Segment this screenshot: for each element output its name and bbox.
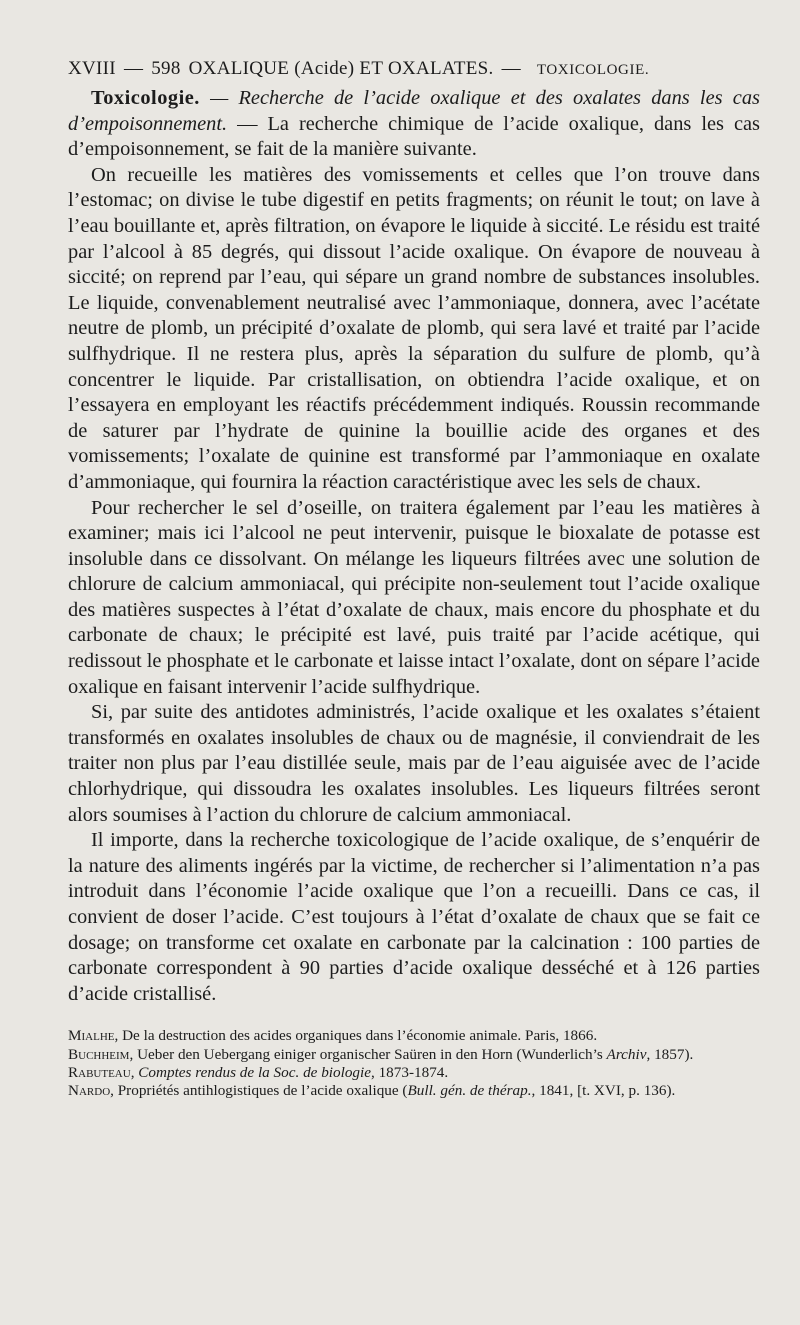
paragraph: Si, par suite des antidotes administrés, l’acide oxalique et les oxalates s’étaient transformés en oxalates insolubles de chaux ou de magnésie, il conviendrait de les traiter non plus par l’eau distillée seule, mais par de l’eau aiguisée avec de l’acide chlorhydrique, qui dissoudra les oxalates insolubles. Les liqueurs filtrées seront alors soumises à l’action du chlorure de calcium ammoniacal. xyxy=(68,701,760,826)
reference-author: Buchheim xyxy=(68,1045,130,1063)
reference-tail: , 1841, [t. XVI, p. 136). xyxy=(531,1081,676,1099)
section-lead: — La recherche chimique de l’acide oxalique, dans les cas d’empoisonnement, se fait de la manière suivante. xyxy=(68,112,760,161)
running-head xyxy=(68,58,760,80)
reference-text: , Ueber den Uebergang einiger organischer Saüren in den Horn (Wunderlich’s xyxy=(129,1045,607,1063)
reference-journal: Archiv xyxy=(606,1045,647,1063)
volume-number: XVIII xyxy=(68,58,116,79)
section-heading: Toxicologie. xyxy=(91,87,200,109)
reference-text: , Propriétés antihlogistiques de l’acide oxalique ( xyxy=(110,1081,408,1099)
paragraph: Il importe, dans la recherche toxicologique de l’acide oxalique, de s’enquérir de la nature des aliments ingérés par la victime, de rechercher si l’alimentation n’a pas introduit dans l’économie l’acide oxalique que l’on a recueilli. Dans ce cas, il convient de doser l’acide. C’est toujours à l’état d’oxalate de chaux que se fait ce dosage; on transforme cet oxalate en carbonate par la calcination : 100 parties de carbonate correspondent à 90 parties d’acide oxalique desséché et à 126 parties d’acide cristallisé. xyxy=(68,829,760,1005)
paragraph: Pour rechercher le sel d’oseille, on traitera également par l’eau les matières à examiner; mais ici l’alcool ne peut intervenir, puisque le bioxalate de potasse est insoluble dans ce dissolvant. On mélange les liqueurs filtrées avec une solution de chlorure de calcium ammoniacal, qui précipite non-seulement tout l’acide oxalique des matières suspectes à l’état d’oxalate de chaux, mais encore du phosphate et du carbonate de chaux; le précipité est lavé, puis traité par l’acide acétique, qui redissout le phosphate et le carbonate et laisse intact l’oxalate, dont on sépare l’acide oxalique en faisant intervenir l’acide sulfhydrique. xyxy=(68,496,760,698)
reference-journal: Comptes rendus de la Soc. de biologie xyxy=(138,1063,371,1081)
main-text xyxy=(68,86,760,1007)
reference-tail: , 1873-1874. xyxy=(370,1063,449,1081)
reference-author: Mialhe xyxy=(68,1027,115,1045)
running-title: OXALIQUE (Acide) ET OXALATES. xyxy=(188,58,494,79)
reference-author: Rabuteau xyxy=(68,1063,131,1081)
running-section: TOXICOLOGIE. xyxy=(536,62,650,78)
reference-text: , xyxy=(130,1063,139,1081)
reference-text: , De la destruction des acides organiques dans l’économie animale. Paris, 1866. xyxy=(114,1027,598,1045)
paragraph-intro xyxy=(68,86,760,163)
bibliography xyxy=(68,1027,760,1100)
reference-journal: Bull. gén. de thérap. xyxy=(407,1081,532,1099)
paragraph: On recueille les matières des vomissements et celles que l’on trouve dans l’estomac; on divise le tube digestif en petits fragments; on réunit le tout; on lave à l’eau bouillante et, après filtration, on évapore le liquide à siccité. Le résidu est traité par l’alcool à 85 degrés, qui dissout l’acide oxalique. On évapore de nouveau à siccité; on reprend par l’eau, qui sépare un grand nombre de substances insolubles. Le liquide, convenablement neutralisé avec l’ammoniaque, donnera, avec l’acétate neutre de plomb, un précipité d’oxalate de plomb, qui sera lavé et traité par l’acide sulfhydrique. Il ne restera plus, après la séparation du sulfure de plomb, qu’à concentrer le liquide. Par cristallisation, on obtiendra l’acide oxalique, et on l’essayera en employant les réactifs précédemment indiqués. Roussin recommande de saturer par l’hydrate de quinine la bouillie acide des organes et des vomissements; l’oxalate de quinine est transformé par l’ammoniaque en oxalate d’ammoniaque, qui fournira la réaction caractéristique avec les sels de chaux. xyxy=(68,163,760,493)
page-number: 598 xyxy=(151,58,181,79)
reference-entry xyxy=(68,1082,760,1100)
reference-entry xyxy=(68,1064,760,1082)
header-dash: — xyxy=(123,58,144,79)
reference-entry xyxy=(68,1027,760,1045)
reference-entry xyxy=(68,1046,760,1064)
reference-tail: , 1857). xyxy=(646,1045,694,1063)
reference-author: Nardo xyxy=(68,1081,111,1099)
section-subheading: — Recherche de l’acide oxalique et des oxalates dans les cas d’empoisonnement. xyxy=(68,87,760,135)
header-dash-2: — xyxy=(501,58,521,79)
